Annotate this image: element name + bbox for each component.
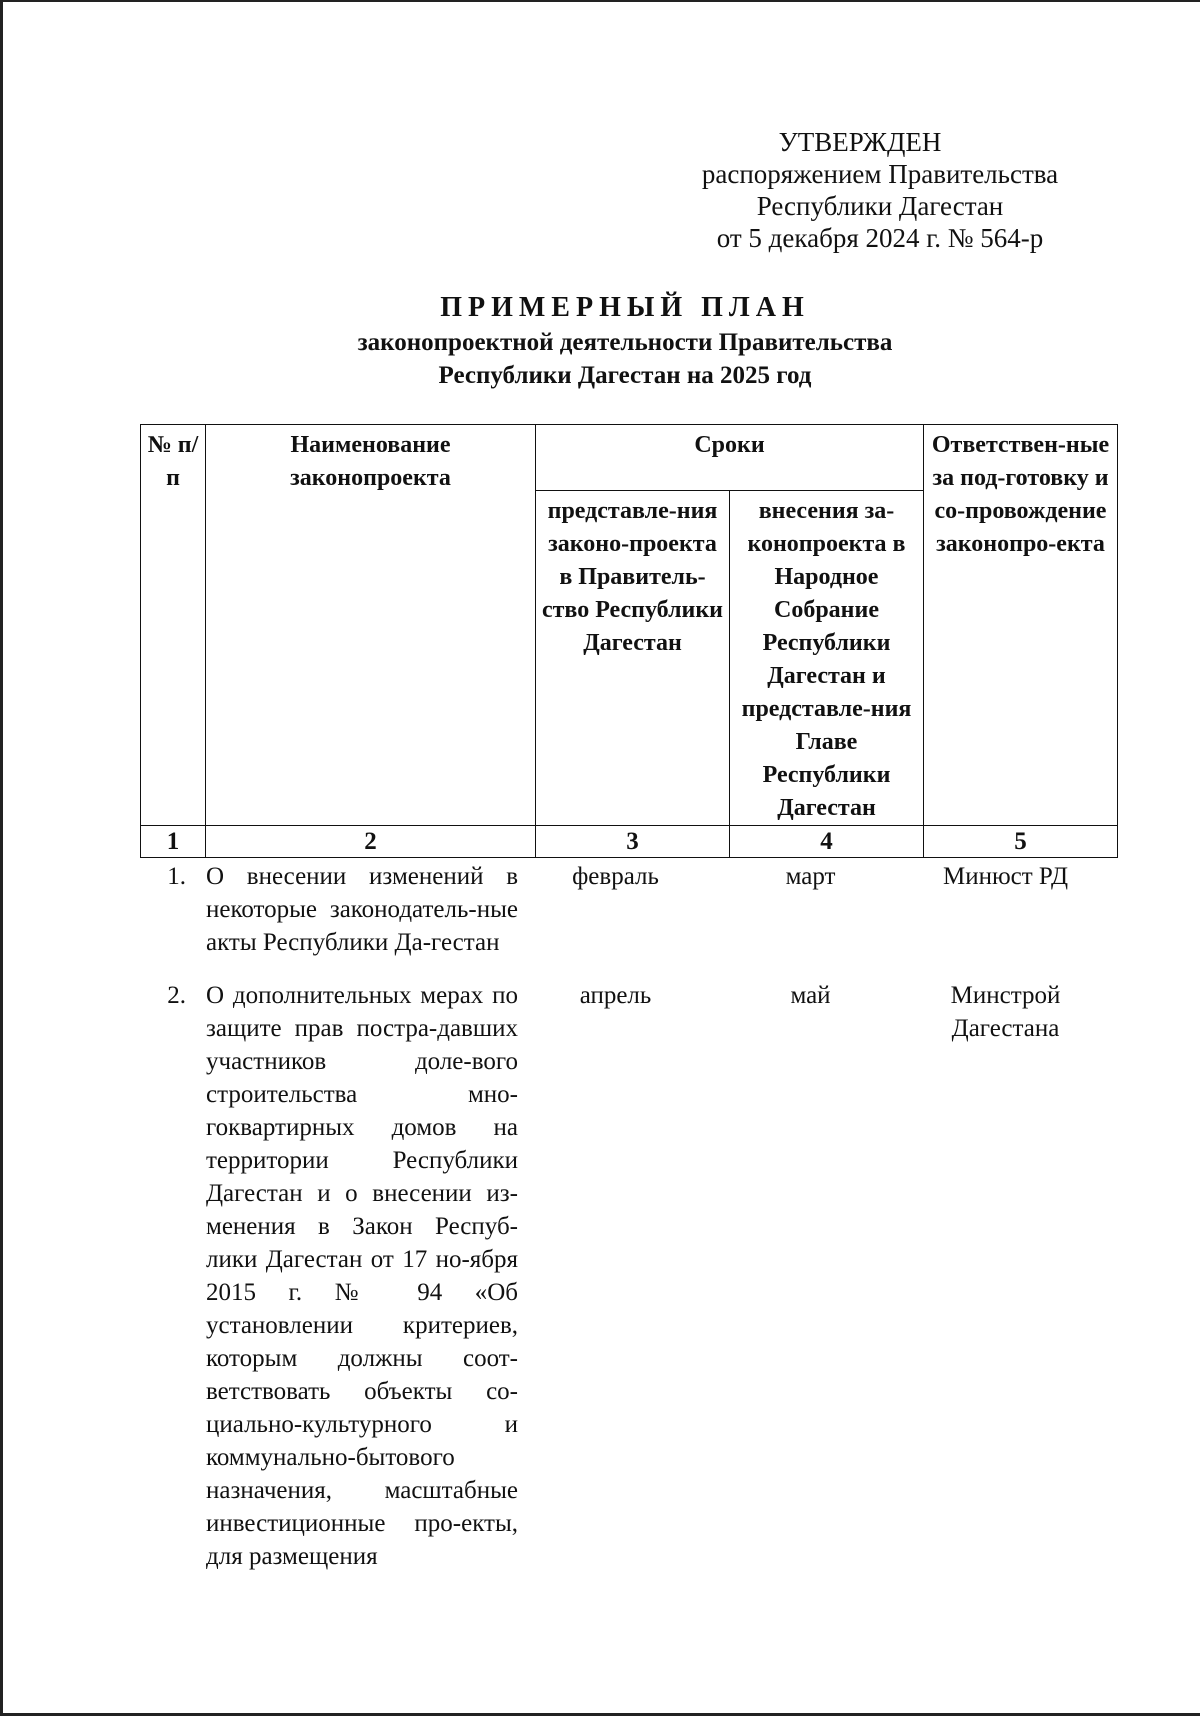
title-main: ПРИМЕРНЫЙ ПЛАН	[440, 292, 810, 323]
header-submission-to-government: представле-ния законо-проекта в Правитель-ство Республики Дагестан	[536, 491, 730, 826]
column-number-2: 2	[206, 826, 536, 858]
title-subtitle-1: законопроектной деятельности Правительства	[357, 329, 893, 356]
scan-edge-top	[0, 0, 1200, 2]
table-row	[140, 979, 1117, 1573]
submission-month: апрель	[579, 982, 652, 1009]
approval-line-3: Республики Дагестан	[756, 191, 1004, 221]
row-number: 1.	[167, 863, 186, 890]
header-number: № п/п	[141, 425, 206, 826]
header-bill-name: Наименование законопроекта	[206, 425, 536, 826]
header-responsible: Ответствен-ные за под-готовку и со-провождение законопро-екта	[924, 425, 1118, 826]
header-introduction-to-assembly: внесения за-конопроекта в Народное Собрание Республики Дагестан и представле-ния Главе Республики Дагестан	[730, 491, 924, 826]
introduction-month: май	[790, 982, 831, 1009]
responsible-body: Минюст РД	[942, 863, 1068, 890]
row-number: 2.	[167, 982, 186, 1009]
document-title	[130, 290, 1120, 392]
table-row	[140, 860, 1117, 959]
approval-heading: УТВЕРЖДЕН	[778, 127, 942, 157]
header-deadlines: Сроки	[536, 425, 924, 491]
column-number-4: 4	[730, 826, 924, 858]
approval-line-2: распоряжением Правительства	[701, 159, 1059, 189]
approval-stamp	[640, 126, 1120, 254]
submission-month: февраль	[572, 863, 659, 890]
title-subtitle-2: Республики Дагестан на 2025 год	[438, 362, 812, 389]
plan-table-body	[140, 860, 1117, 1593]
responsible-body: Минстрой Дагестана	[950, 982, 1061, 1042]
column-number-1: 1	[141, 826, 206, 858]
plan-table-header	[140, 424, 1118, 858]
scan-edge-left	[0, 0, 3, 1716]
bill-name: О внесении изменений в некоторые законодатель-ные акты Республики Да-гестан	[206, 863, 518, 956]
column-number-5: 5	[924, 826, 1118, 858]
introduction-month: март	[785, 863, 836, 890]
bill-name: О дополнительных мерах по защите прав постра-давших участников доле-вого строительства мно-гоквартирных домов на территории Республики Дагестан и о внесении из-менения в Закон Респуб-лики Дагестан от 17 но-ября 2015 г. № 94 «Об установлении критериев, которым должны соот-ветствовать объекты со-циально-культурного и коммунально-бытового назначения, масштабные инвестиционные про-екты, для размещения	[206, 982, 518, 1570]
column-number-3: 3	[536, 826, 730, 858]
approval-line-4: от 5 декабря 2024 г. № 564-р	[716, 223, 1044, 253]
